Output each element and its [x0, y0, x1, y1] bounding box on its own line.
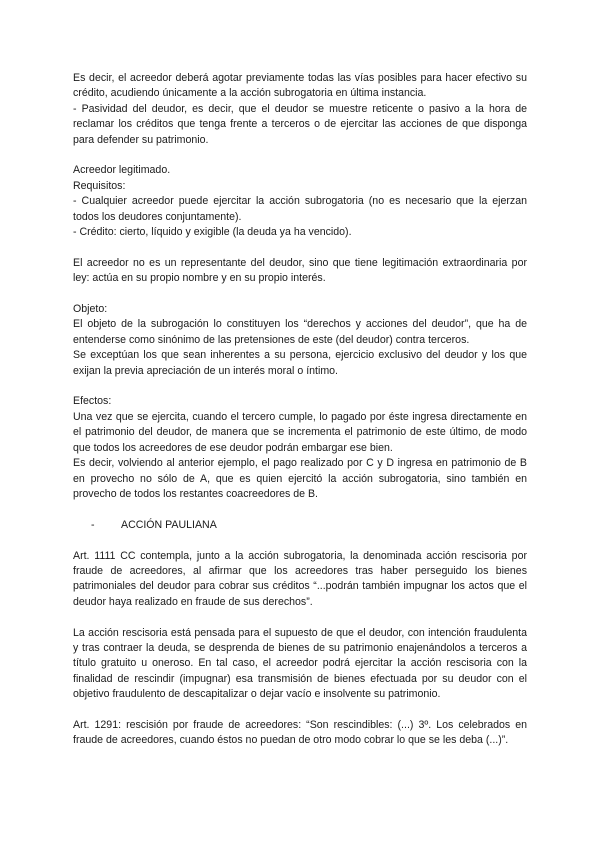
paragraph-object: [73, 302, 527, 379]
paragraph-legitimation: [73, 256, 527, 287]
paragraph-rescission-action: [73, 626, 527, 703]
paragraph-requirements: [73, 163, 527, 240]
text-line: El acreedor no es un representante del deudor, sino que tiene legitimación extraordinaria por ley: actúa en su propio nombre y en su propio interés.: [73, 256, 527, 285]
paragraph-effects: [73, 394, 527, 502]
paragraph-subsidiarity: [73, 71, 527, 148]
text-line: - Cualquier acreedor puede ejercitar la acción subrogatoria (no es necesario que la ejerzan todos los deudores conjuntamente).: [73, 195, 527, 223]
text-line: Acreedor legitimado.: [73, 164, 171, 177]
document-body: [73, 71, 527, 764]
text-line: Art. 1111 CC contempla, junto a la acción subrogatoria, la denominada acción rescisoria por fraude de acreedores, al afirmar que los acreedores tras haber perseguido los bienes patrimoniales del deudor para cobrar sus créditos “...podrán también impugnar los actos que el deudor haya realizado en fraude de sus derechos”.: [73, 549, 527, 608]
text-line: - Crédito: cierto, líquido y exigible (la deuda ya ha vencido).: [73, 226, 352, 239]
text-line: Se exceptúan los que sean inherentes a su persona, ejercicio exclusivo del deudor y los que exijan la previa apreciación de un interés moral o íntimo.: [73, 349, 527, 377]
text-line: Efectos:: [73, 395, 112, 408]
section-heading: [73, 518, 527, 533]
text-line: - Pasividad del deudor, es decir, que el deudor se muestre reticente o pasivo a la hora de reclamar los créditos que tenga frente a terceros o de ejercitar las acciones de que disponga para defender su patrimonio.: [73, 102, 527, 146]
text-line: Art. 1291: rescisión por fraude de acreedores: “Son rescindibles: (...) 3º. Los celebrados en fraude de acreedores, cuando éstos no puedan de otro modo cobrar lo que se les deba (...)”.: [73, 718, 527, 747]
paragraph-art-1111: [73, 549, 527, 611]
bullet-dash: -: [91, 518, 95, 531]
text-line: Objeto:: [73, 303, 108, 316]
text-line: Es decir, volviendo al anterior ejemplo, el pago realizado por C y D ingresa en patrimonio de B en provecho no sólo de A, que es quien ejercitó la acción subrogatoria, sino también en provecho de todos los restantes coacreedores de B.: [73, 457, 527, 500]
paragraph-art-1291: [73, 718, 527, 749]
text-line: Requisitos:: [73, 179, 126, 192]
section-heading-text: ACCIÓN PAULIANA: [121, 518, 217, 531]
text-line: Es decir, el acreedor deberá agotar previamente todas las vías posibles para hacer efectivo su crédito, acudiendo únicamente a la acción subrogatoria en última instancia.: [73, 72, 527, 100]
text-line: El objeto de la subrogación lo constituyen los “derechos y acciones del deudor”, que ha de entenderse como sinónimo de las pretensiones de este (del deudor) contra terceros.: [73, 318, 527, 346]
text-line: Una vez que se ejercita, cuando el tercero cumple, lo pagado por éste ingresa directamente en el patrimonio del deudor, de manera que se incrementa el patrimonio de este último, de modo que todos los acreedores de ese deudor podrán embargar ese bien.: [73, 410, 527, 454]
text-line: La acción rescisoria está pensada para el supuesto de que el deudor, con intención fraudulenta y tras contraer la deuda, se desprenda de bienes de su patrimonio enajenándolos a terceros a título gratuito u oneroso. En tal caso, el acreedor podrá ejercitar la acción rescisoria con la finalidad de rescindir (impugnar) esa transmisión de bienes efectuada por su deudor con el objetivo fraudulento de descapitalizar o dejar vacío e insolvente su patrimonio.: [73, 626, 527, 701]
